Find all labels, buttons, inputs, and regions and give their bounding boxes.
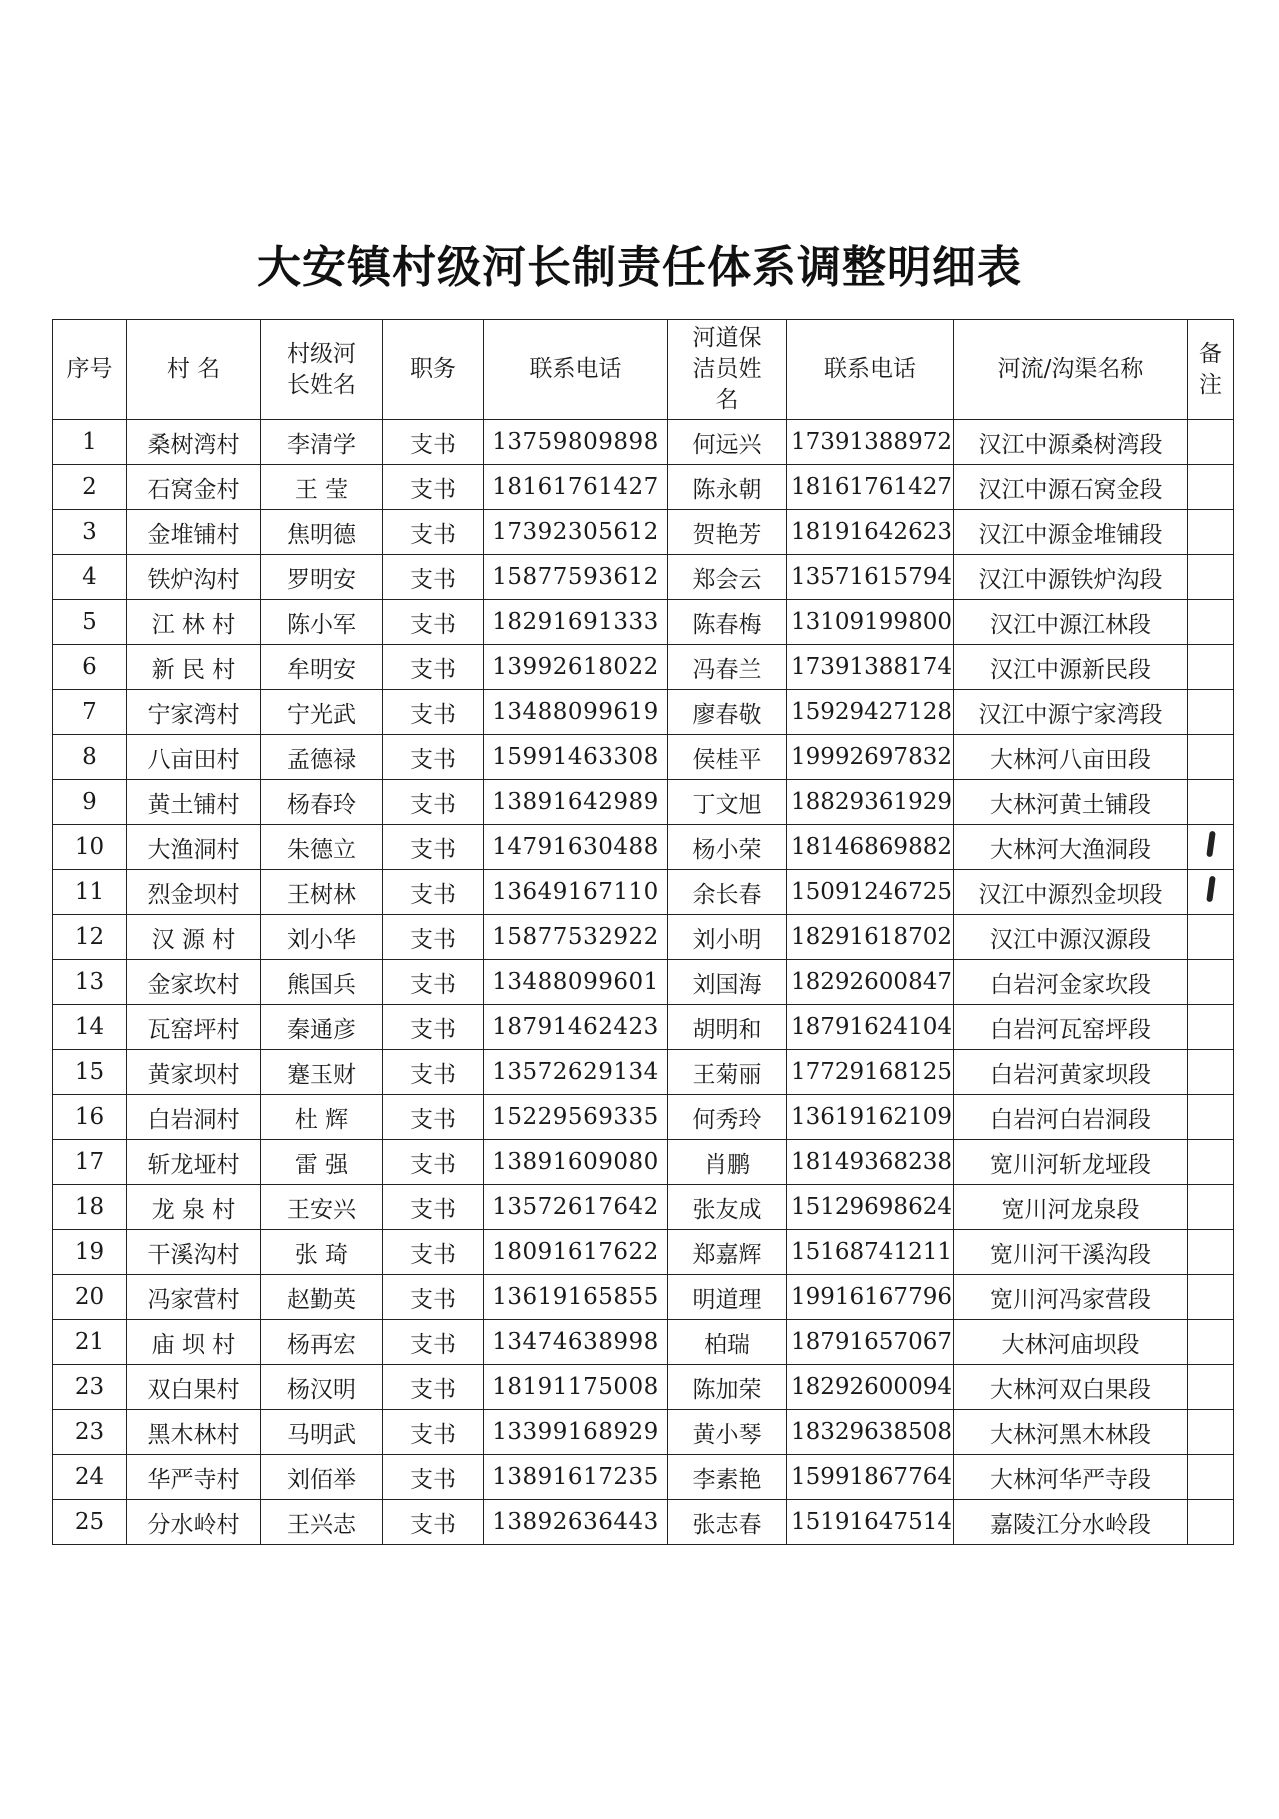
cell-cleaner-phone: 17729168125 [787, 1050, 954, 1095]
cell-village: 金堆铺村 [127, 510, 261, 555]
cell-cleaner: 冯春兰 [668, 645, 787, 690]
cell-phone: 13891609080 [484, 1140, 668, 1185]
cell-post: 支书 [383, 645, 484, 690]
cell-chief: 杨再宏 [261, 1320, 383, 1365]
table-header-row [53, 320, 1234, 420]
cell-post: 支书 [383, 780, 484, 825]
cell-seq: 13 [53, 960, 127, 1005]
cell-chief: 刘小华 [261, 915, 383, 960]
cell-seq: 1 [53, 420, 127, 465]
cell-cleaner: 黄小琴 [668, 1410, 787, 1455]
cell-post: 支书 [383, 825, 484, 870]
cell-cleaner: 肖鹏 [668, 1140, 787, 1185]
cell-river: 大林河大渔洞段 [954, 825, 1188, 870]
table-row [53, 825, 1234, 870]
cell-post: 支书 [383, 735, 484, 780]
cell-phone: 13892636443 [484, 1500, 668, 1545]
table-row [53, 1365, 1234, 1410]
cell-chief: 焦明德 [261, 510, 383, 555]
cell-seq: 21 [53, 1320, 127, 1365]
cell-phone: 15991463308 [484, 735, 668, 780]
cell-cleaner: 陈永朝 [668, 465, 787, 510]
cell-river: 汉江中源烈金坝段 [954, 870, 1188, 915]
cell-cleaner: 张志春 [668, 1500, 787, 1545]
cell-seq: 8 [53, 735, 127, 780]
cell-seq: 12 [53, 915, 127, 960]
cell-remark [1188, 1275, 1234, 1320]
cell-chief: 马明武 [261, 1410, 383, 1455]
cell-post: 支书 [383, 1095, 484, 1140]
cell-cleaner: 张友成 [668, 1185, 787, 1230]
cell-cleaner-phone: 18791657067 [787, 1320, 954, 1365]
cell-chief: 宁光武 [261, 690, 383, 735]
cell-seq: 3 [53, 510, 127, 555]
cell-cleaner-phone: 18292600847 [787, 960, 954, 1005]
cell-cleaner-phone: 15929427128 [787, 690, 954, 735]
cell-village: 分水岭村 [127, 1500, 261, 1545]
cell-village: 大渔洞村 [127, 825, 261, 870]
header-cleaner [668, 320, 787, 420]
cell-cleaner-phone: 15191647514 [787, 1500, 954, 1545]
cell-chief: 陈小军 [261, 600, 383, 645]
cell-seq: 14 [53, 1005, 127, 1050]
cell-phone: 13399168929 [484, 1410, 668, 1455]
cell-remark [1188, 1455, 1234, 1500]
cell-river: 汉江中源江林段 [954, 600, 1188, 645]
cell-seq: 11 [53, 870, 127, 915]
cell-cleaner-phone: 15129698624 [787, 1185, 954, 1230]
cell-post: 支书 [383, 1320, 484, 1365]
cell-cleaner: 何远兴 [668, 420, 787, 465]
cell-remark [1188, 1320, 1234, 1365]
cell-chief: 王兴志 [261, 1500, 383, 1545]
cell-river: 汉江中源新民段 [954, 645, 1188, 690]
cell-seq: 15 [53, 1050, 127, 1095]
cell-phone: 18161761427 [484, 465, 668, 510]
cell-remark [1188, 1095, 1234, 1140]
cell-cleaner: 杨小荣 [668, 825, 787, 870]
cell-post: 支书 [383, 1005, 484, 1050]
cell-chief: 秦通彦 [261, 1005, 383, 1050]
cell-post: 支书 [383, 600, 484, 645]
cell-river: 大林河黄土铺段 [954, 780, 1188, 825]
cell-cleaner-phone: 13619162109 [787, 1095, 954, 1140]
cell-remark [1188, 420, 1234, 465]
cell-village: 黑木林村 [127, 1410, 261, 1455]
cell-post: 支书 [383, 1140, 484, 1185]
cell-seq: 9 [53, 780, 127, 825]
header-remark [1188, 320, 1234, 420]
cell-phone: 13572617642 [484, 1185, 668, 1230]
cell-village: 冯家营村 [127, 1275, 261, 1320]
table-row [53, 1455, 1234, 1500]
cell-village: 斩龙垭村 [127, 1140, 261, 1185]
cell-post: 支书 [383, 510, 484, 555]
table-row [53, 1185, 1234, 1230]
table-body [53, 420, 1234, 1545]
cell-post: 支书 [383, 1050, 484, 1095]
cell-river: 大林河黑木林段 [954, 1410, 1188, 1455]
cell-cleaner-phone: 13109199800 [787, 600, 954, 645]
header-chief [261, 320, 383, 420]
header-seq: 序号 [53, 320, 127, 420]
table-row [53, 1500, 1234, 1545]
cell-river: 宽川河龙泉段 [954, 1185, 1188, 1230]
cell-cleaner-phone: 18791624104 [787, 1005, 954, 1050]
cell-chief: 张 琦 [261, 1230, 383, 1275]
cell-cleaner-phone: 18329638508 [787, 1410, 954, 1455]
cell-phone: 18091617622 [484, 1230, 668, 1275]
cell-chief: 王 莹 [261, 465, 383, 510]
cell-seq: 16 [53, 1095, 127, 1140]
header-post: 职务 [383, 320, 484, 420]
cell-cleaner: 王菊丽 [668, 1050, 787, 1095]
cell-seq: 7 [53, 690, 127, 735]
cell-remark [1188, 600, 1234, 645]
cell-phone: 18191175008 [484, 1365, 668, 1410]
cell-cleaner: 贺艳芳 [668, 510, 787, 555]
cell-post: 支书 [383, 555, 484, 600]
cell-river: 宽川河冯家营段 [954, 1275, 1188, 1320]
cell-phone: 13572629134 [484, 1050, 668, 1095]
cell-remark [1188, 1050, 1234, 1095]
cell-river: 白岩河金家坎段 [954, 960, 1188, 1005]
cell-phone: 13488099619 [484, 690, 668, 735]
cell-village: 宁家湾村 [127, 690, 261, 735]
header-phone: 联系电话 [484, 320, 668, 420]
table-row [53, 600, 1234, 645]
cell-seq: 2 [53, 465, 127, 510]
cell-chief: 朱德立 [261, 825, 383, 870]
cell-phone: 13891642989 [484, 780, 668, 825]
cell-cleaner-phone: 18161761427 [787, 465, 954, 510]
cell-phone: 13649167110 [484, 870, 668, 915]
cell-river: 大林河华严寺段 [954, 1455, 1188, 1500]
cell-post: 支书 [383, 1500, 484, 1545]
cell-seq: 10 [53, 825, 127, 870]
cell-village: 江 林 村 [127, 600, 261, 645]
cell-river: 白岩河白岩洞段 [954, 1095, 1188, 1140]
cell-cleaner: 丁文旭 [668, 780, 787, 825]
cell-post: 支书 [383, 465, 484, 510]
cell-village: 新 民 村 [127, 645, 261, 690]
cell-cleaner: 郑嘉辉 [668, 1230, 787, 1275]
cell-remark [1188, 1185, 1234, 1230]
cell-village: 庙 坝 村 [127, 1320, 261, 1365]
cell-remark [1188, 1140, 1234, 1185]
cell-cleaner: 胡明和 [668, 1005, 787, 1050]
header-village: 村 名 [127, 320, 261, 420]
cell-remark [1188, 465, 1234, 510]
cell-chief: 王安兴 [261, 1185, 383, 1230]
cell-cleaner: 余长春 [668, 870, 787, 915]
cell-chief: 赵勤英 [261, 1275, 383, 1320]
cell-post: 支书 [383, 1275, 484, 1320]
cell-phone: 15877532922 [484, 915, 668, 960]
cell-chief: 李清学 [261, 420, 383, 465]
cell-cleaner-phone: 15991867764 [787, 1455, 954, 1500]
cell-phone: 13759809898 [484, 420, 668, 465]
cell-cleaner-phone: 18146869882 [787, 825, 954, 870]
cell-chief: 蹇玉财 [261, 1050, 383, 1095]
cell-river: 白岩河瓦窑坪段 [954, 1005, 1188, 1050]
cell-phone: 15229569335 [484, 1095, 668, 1140]
cell-cleaner-phone: 18829361929 [787, 780, 954, 825]
page-title: 大安镇村级河长制责任体系调整明细表 [257, 242, 1022, 293]
cell-cleaner: 廖春敬 [668, 690, 787, 735]
cell-remark [1188, 1365, 1234, 1410]
table-row [53, 1275, 1234, 1320]
cell-river: 汉江中源桑树湾段 [954, 420, 1188, 465]
table-row [53, 780, 1234, 825]
cell-remark [1188, 870, 1234, 915]
cell-chief: 杜 辉 [261, 1095, 383, 1140]
header-chief-label: 村级河长姓名 [287, 340, 356, 398]
cell-remark [1188, 645, 1234, 690]
cell-village: 黄土铺村 [127, 780, 261, 825]
cell-seq: 23 [53, 1410, 127, 1455]
cell-cleaner-phone: 18292600094 [787, 1365, 954, 1410]
cell-chief: 雷 强 [261, 1140, 383, 1185]
cell-river: 大林河庙坝段 [954, 1320, 1188, 1365]
table-row [53, 1140, 1234, 1185]
cell-seq: 20 [53, 1275, 127, 1320]
cell-remark [1188, 1005, 1234, 1050]
pen-mark [1206, 876, 1216, 903]
table-row [53, 1095, 1234, 1140]
cell-seq: 24 [53, 1455, 127, 1500]
cell-village: 黄家坝村 [127, 1050, 261, 1095]
cell-cleaner: 侯桂平 [668, 735, 787, 780]
table-row [53, 960, 1234, 1005]
cell-cleaner-phone: 15168741211 [787, 1230, 954, 1275]
cell-seq: 5 [53, 600, 127, 645]
cell-phone: 14791630488 [484, 825, 668, 870]
cell-seq: 17 [53, 1140, 127, 1185]
table-row [53, 645, 1234, 690]
cell-remark [1188, 780, 1234, 825]
table-row [53, 1050, 1234, 1095]
cell-cleaner: 陈春梅 [668, 600, 787, 645]
cell-village: 双白果村 [127, 1365, 261, 1410]
table-row [53, 420, 1234, 465]
cell-post: 支书 [383, 870, 484, 915]
cell-village: 龙 泉 村 [127, 1185, 261, 1230]
table-row [53, 555, 1234, 600]
table-row [53, 915, 1234, 960]
cell-phone: 13488099601 [484, 960, 668, 1005]
cell-chief: 罗明安 [261, 555, 383, 600]
cell-phone: 18791462423 [484, 1005, 668, 1050]
cell-cleaner-phone: 13571615794 [787, 555, 954, 600]
cell-cleaner-phone: 17391388972 [787, 420, 954, 465]
cell-remark [1188, 1410, 1234, 1455]
cell-village: 瓦窑坪村 [127, 1005, 261, 1050]
cell-river: 大林河双白果段 [954, 1365, 1188, 1410]
cell-cleaner: 刘国海 [668, 960, 787, 1005]
cell-cleaner: 李素艳 [668, 1455, 787, 1500]
cell-river: 汉江中源汉源段 [954, 915, 1188, 960]
table-row [53, 465, 1234, 510]
table-row [53, 870, 1234, 915]
cell-remark [1188, 915, 1234, 960]
cell-seq: 18 [53, 1185, 127, 1230]
cell-remark [1188, 690, 1234, 735]
cell-cleaner-phone: 15091246725 [787, 870, 954, 915]
cell-chief: 王树林 [261, 870, 383, 915]
cell-village: 干溪沟村 [127, 1230, 261, 1275]
cell-chief: 刘佰举 [261, 1455, 383, 1500]
cell-cleaner: 刘小明 [668, 915, 787, 960]
cell-cleaner-phone: 17391388174 [787, 645, 954, 690]
cell-post: 支书 [383, 1410, 484, 1455]
cell-village: 烈金坝村 [127, 870, 261, 915]
cell-river: 汉江中源金堆铺段 [954, 510, 1188, 555]
cell-phone: 15877593612 [484, 555, 668, 600]
header-remark-label: 备注 [1199, 340, 1222, 398]
cell-cleaner: 何秀玲 [668, 1095, 787, 1140]
table-row [53, 1005, 1234, 1050]
cell-village: 铁炉沟村 [127, 555, 261, 600]
cell-cleaner-phone: 19992697832 [787, 735, 954, 780]
cell-post: 支书 [383, 1455, 484, 1500]
cell-cleaner: 柏瑞 [668, 1320, 787, 1365]
cell-phone: 18291691333 [484, 600, 668, 645]
cell-post: 支书 [383, 1230, 484, 1275]
cell-post: 支书 [383, 960, 484, 1005]
river-chief-table [52, 319, 1234, 1545]
cell-post: 支书 [383, 1185, 484, 1230]
cell-village: 桑树湾村 [127, 420, 261, 465]
cell-chief: 牟明安 [261, 645, 383, 690]
cell-chief: 熊国兵 [261, 960, 383, 1005]
cell-village: 金家坎村 [127, 960, 261, 1005]
cell-chief: 杨汉明 [261, 1365, 383, 1410]
table-row [53, 1410, 1234, 1455]
cell-cleaner-phone: 18191642623 [787, 510, 954, 555]
cell-remark [1188, 825, 1234, 870]
table-row [53, 510, 1234, 555]
cell-phone: 13992618022 [484, 645, 668, 690]
header-cleaner-phone: 联系电话 [787, 320, 954, 420]
header-cleaner-label: 河道保洁员姓名 [692, 325, 762, 413]
table-row [53, 690, 1234, 735]
cell-river: 嘉陵江分水岭段 [954, 1500, 1188, 1545]
cell-remark [1188, 555, 1234, 600]
cell-village: 八亩田村 [127, 735, 261, 780]
cell-cleaner: 郑会云 [668, 555, 787, 600]
cell-remark [1188, 1230, 1234, 1275]
cell-cleaner: 明道理 [668, 1275, 787, 1320]
cell-village: 白岩洞村 [127, 1095, 261, 1140]
cell-river: 汉江中源宁家湾段 [954, 690, 1188, 735]
cell-village: 石窝金村 [127, 465, 261, 510]
cell-seq: 23 [53, 1365, 127, 1410]
cell-seq: 25 [53, 1500, 127, 1545]
cell-cleaner-phone: 18149368238 [787, 1140, 954, 1185]
cell-cleaner-phone: 18291618702 [787, 915, 954, 960]
cell-post: 支书 [383, 420, 484, 465]
table-row [53, 1320, 1234, 1365]
cell-river: 大林河八亩田段 [954, 735, 1188, 780]
cell-river: 白岩河黄家坝段 [954, 1050, 1188, 1095]
cell-chief: 孟德禄 [261, 735, 383, 780]
pen-mark [1206, 831, 1216, 858]
cell-seq: 4 [53, 555, 127, 600]
cell-river: 汉江中源石窝金段 [954, 465, 1188, 510]
table-row [53, 1230, 1234, 1275]
cell-remark [1188, 960, 1234, 1005]
cell-village: 华严寺村 [127, 1455, 261, 1500]
cell-phone: 13891617235 [484, 1455, 668, 1500]
table-row [53, 735, 1234, 780]
cell-phone: 17392305612 [484, 510, 668, 555]
cell-cleaner-phone: 19916167796 [787, 1275, 954, 1320]
cell-village: 汉 源 村 [127, 915, 261, 960]
cell-river: 宽川河干溪沟段 [954, 1230, 1188, 1275]
cell-remark [1188, 1500, 1234, 1545]
cell-post: 支书 [383, 915, 484, 960]
cell-seq: 19 [53, 1230, 127, 1275]
header-river: 河流/沟渠名称 [954, 320, 1188, 420]
cell-remark [1188, 510, 1234, 555]
cell-phone: 13474638998 [484, 1320, 668, 1365]
cell-post: 支书 [383, 690, 484, 735]
cell-chief: 杨春玲 [261, 780, 383, 825]
cell-river: 汉江中源铁炉沟段 [954, 555, 1188, 600]
cell-remark [1188, 735, 1234, 780]
cell-river: 宽川河斩龙垭段 [954, 1140, 1188, 1185]
cell-phone: 13619165855 [484, 1275, 668, 1320]
cell-cleaner: 陈加荣 [668, 1365, 787, 1410]
cell-post: 支书 [383, 1365, 484, 1410]
cell-seq: 6 [53, 645, 127, 690]
